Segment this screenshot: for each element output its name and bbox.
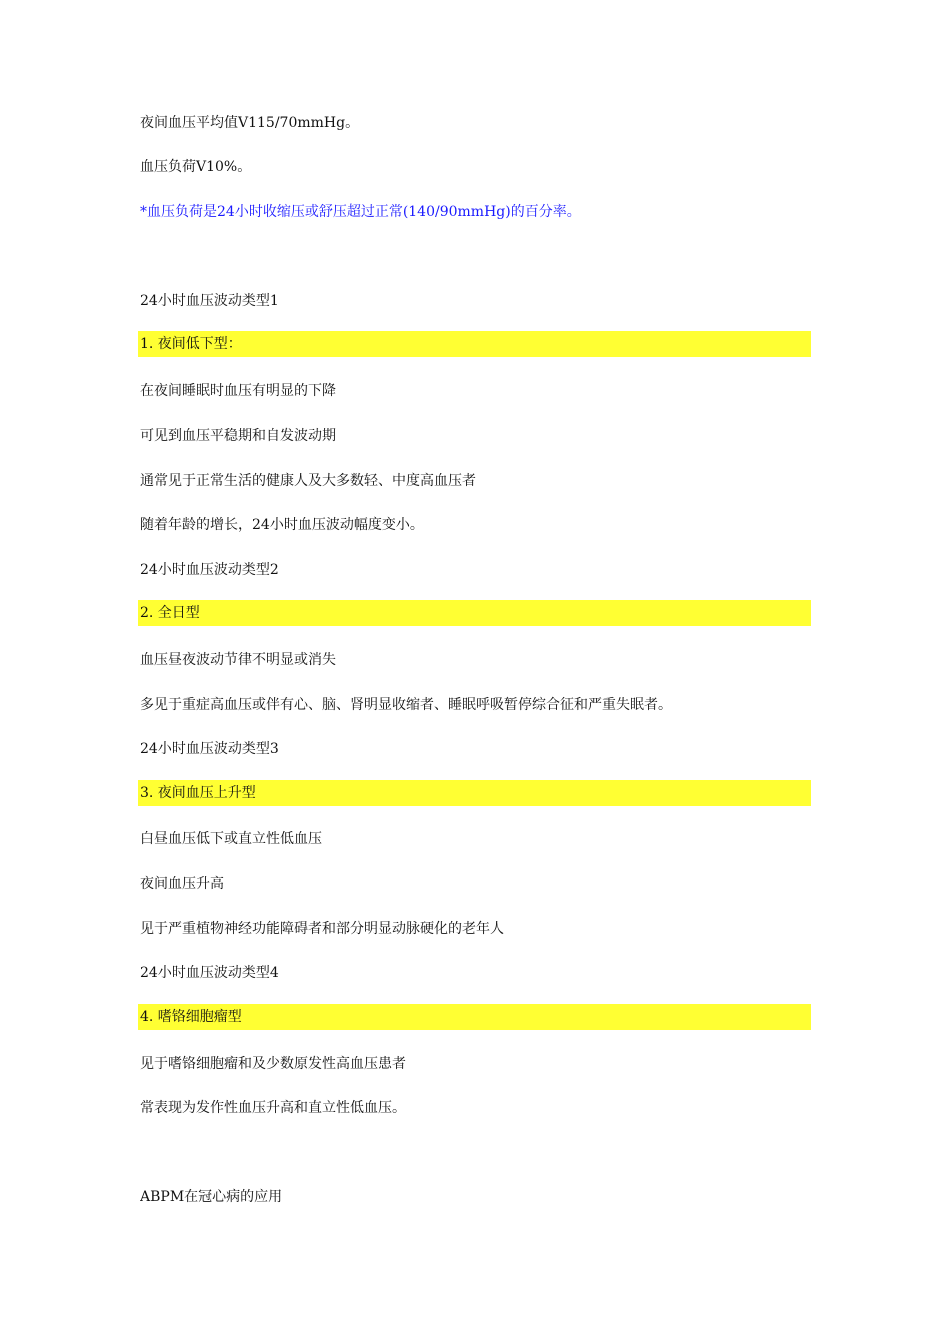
highlighted-heading-type-3: 3. 夜间血压上升型	[138, 780, 811, 806]
type-3-point-2: 夜间血压升高	[140, 876, 224, 892]
highlighted-heading-type-2: 2. 全日型	[138, 600, 811, 626]
bp-load-definition-note: *血压负荷是24小时收缩压或舒压超过正常(140/90mmHg)的百分率。	[140, 204, 581, 220]
section-heading-type-4: 24小时血压波动类型4	[140, 965, 279, 981]
type-3-point-3: 见于严重植物神经功能障碍者和部分明显动脉硬化的老年人	[140, 921, 504, 937]
highlighted-heading-type-4: 4. 嗜铬细胞瘤型	[138, 1004, 811, 1030]
type-1-point-1: 在夜间睡眠时血压有明显的下降	[140, 383, 336, 399]
type-1-point-2: 可见到血压平稳期和自发波动期	[140, 428, 336, 444]
section-heading-type-2: 24小时血压波动类型2	[140, 562, 279, 578]
type-2-point-2: 多见于重症高血压或伴有心、脑、肾明显收缩者、睡眠呼吸暂停综合征和严重失眠者。	[140, 697, 672, 713]
type-4-point-2: 常表现为发作性血压升高和直立性低血压。	[140, 1100, 406, 1116]
night-bp-average-line: 夜间血压平均值V115/70mmHg。	[140, 115, 360, 131]
type-2-point-1: 血压昼夜波动节律不明显或消失	[140, 652, 336, 668]
type-1-point-3: 通常见于正常生活的健康人及大多数轻、中度高血压者	[140, 473, 476, 489]
section-heading-type-1: 24小时血压波动类型1	[140, 293, 279, 309]
type-1-point-4: 随着年龄的增长，24小时血压波动幅度变小。	[140, 517, 424, 533]
abpm-coronary-heading: ABPM在冠心病的应用	[140, 1189, 283, 1205]
type-4-point-1: 见于嗜铬细胞瘤和及少数原发性高血压患者	[140, 1056, 406, 1072]
highlighted-heading-type-1: 1. 夜间低下型：	[138, 331, 811, 357]
section-heading-type-3: 24小时血压波动类型3	[140, 741, 279, 757]
type-3-point-1: 白昼血压低下或直立性低血压	[140, 831, 322, 847]
bp-load-line: 血压负荷V10%。	[140, 159, 252, 175]
